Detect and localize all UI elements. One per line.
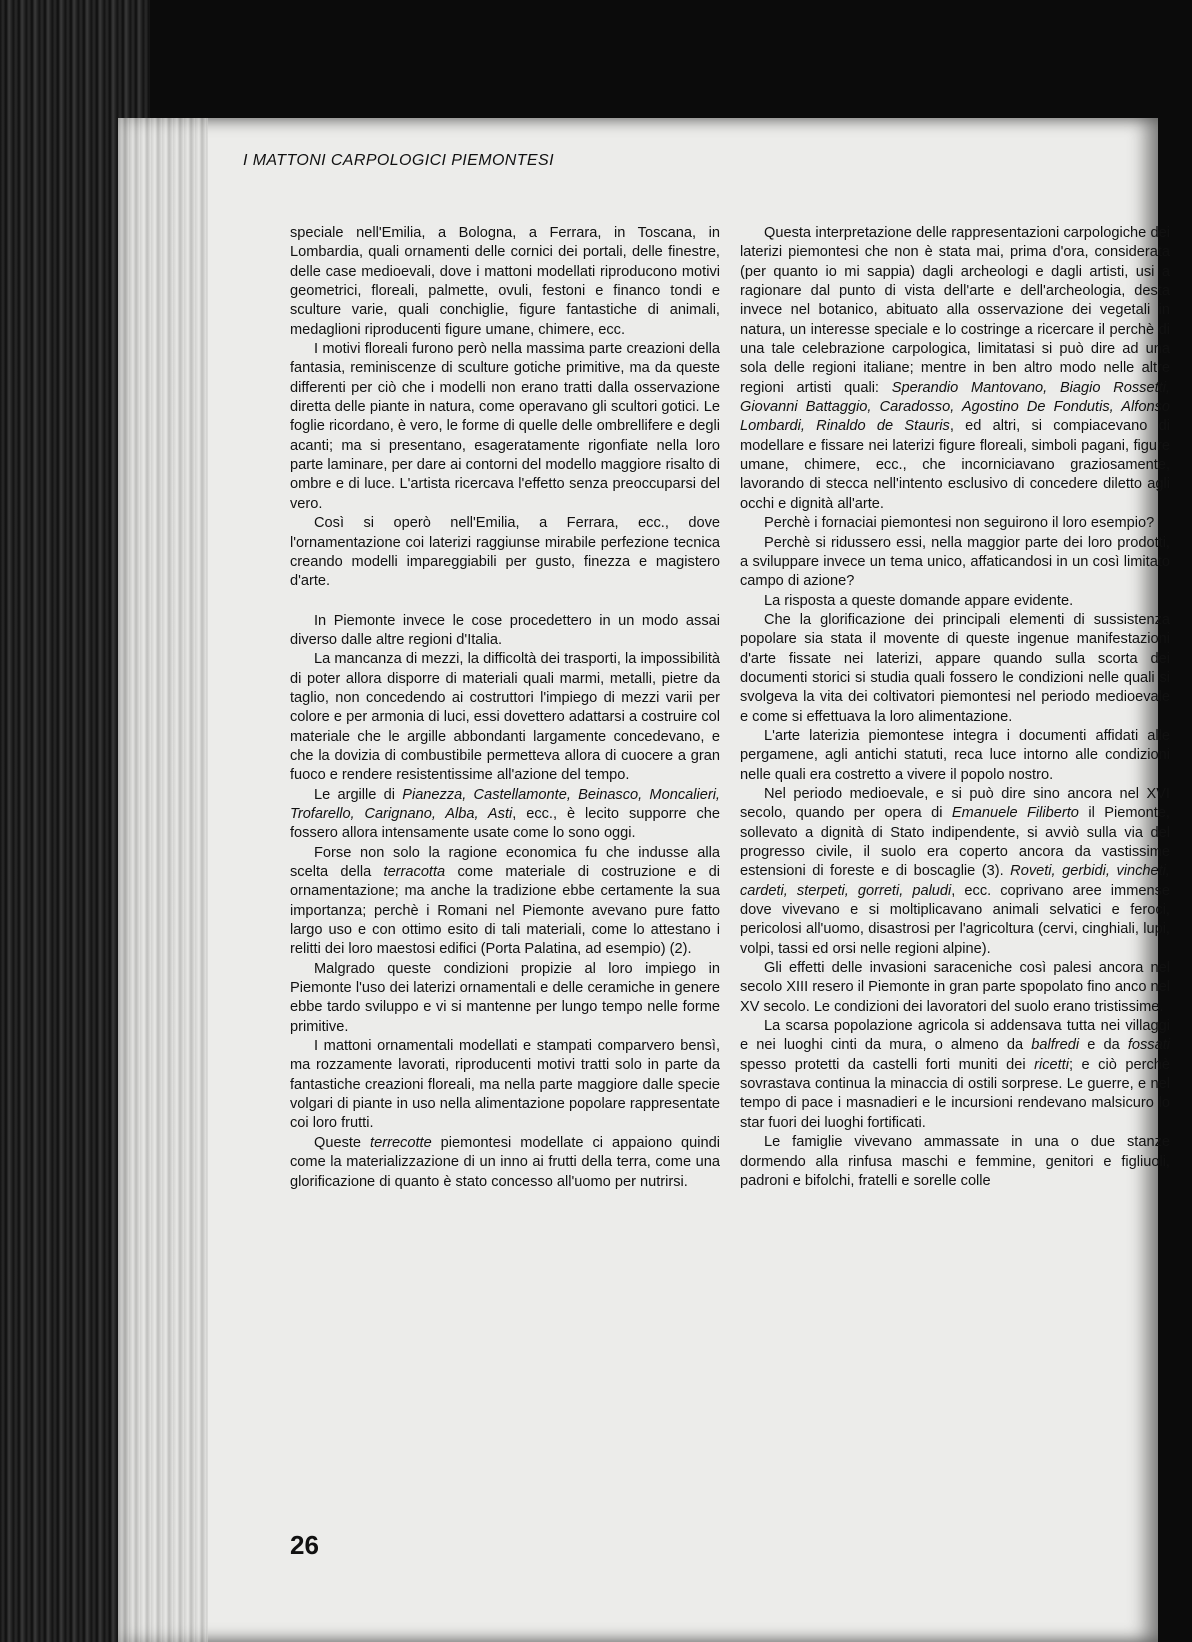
paragraph [740,785,1170,959]
text-run: La scarsa popolazione agricola si addensava tutta nei villaggi e nei luoghi cinti da mura, o almeno da [740,1018,1170,1054]
text-run: Le argille di [314,786,403,803]
italic-term: terracotta [383,864,446,880]
text-run: Queste [314,1134,371,1151]
text-run: Forse non solo la ragione economica fu che indusse alla scelta della [290,844,720,880]
paragraph [740,224,1170,514]
right-text-column [740,224,1170,1191]
paragraph: I motivi floreali furono però nella massima parte creazioni della fantasia, reminiscenze di sculture gotiche primitive, ma da queste differenti per ciò che i modelli non erano tratti dalla osservazione diretta delle piante in natura, come operavano gli scultori gotici. Le foglie ricordano, è vero, le forme di quelle delle ombrellifere e degli acanti; ma si presentano, esageratamente rigonfiate nella loro parte laminare, per dare ai contorni del modello maggiore risalto di ombre e di luce. L'artista ricercava l'effetto senza preoccuparsi del vero. [290,341,720,512]
text-run: e da [1079,1037,1128,1054]
paragraph: Così si operò nell'Emilia, a Ferrara, ecc., dove l'ornamentazione coi laterizi raggiunse mirabile perfezione tecnica creando modelli impareggiabili per gusto, finezza e magistero d'arte. [290,515,720,590]
italic-term: ricetti [1034,1056,1069,1073]
italic-terms: Roveti, gerbidi, vincheti, cardeti, sterpeti, gorreti, paludi [740,863,1170,899]
paragraph: La risposta a queste domande appare evidente. [764,592,1074,609]
text-run: come materiale di costruzione e di ornamentazione; ma anche la tradizione ebbe certamente la sua importanza; perchè i Romani nel Piemonte avevano pure fatto largo uso e con ottimo esito di tali materiali, come lo attestano i relitti dei loro maestosi edifici (Porta Palatina, ad esempio) (2). [290,864,720,958]
italic-artist-names: Sperandio Mantovano, Biagio Rossetti, Giovanni Battaggio, Caradosso, Agostino De Fondutis, Alfonso Lombardi, Rinaldo de Stauris [740,379,1170,435]
paragraph: In Piemonte invece le cose procedettero in un modo assai diverso dalle altre regioni d'Italia. [290,612,720,648]
text-run: spesso protetti da castelli forti muniti dei [740,1056,1035,1073]
text-run: , ecc. coprivano aree immense dove vivevano e si moltiplicavano animali selvatici e feroci, pericolosi all'uomo, disastrosi per l'agricoltura (cervi, cinghiali, lupi, volpi, tassi ed orsi nelle regioni alpine). [740,882,1170,957]
paragraph: Le famiglie vivevano ammassate in una o due stanze dormendo alla rinfusa maschi e femmine, genitori e figliuoli, padroni e bifolchi, fratelli e sorelle colle [740,1134,1170,1189]
paragraph [740,1017,1170,1133]
running-header: I MATTONI CARPOLOGICI PIEMONTESI [243,152,554,169]
page-edges-stack [118,118,208,1642]
paragraph: Perchè si ridussero essi, nella maggior parte dei loro prodotti, a sviluppare invece un tema unico, affaticandosi in un così limitato campo di azione? [740,534,1170,590]
text-run: il Piemonte, sollevato a dignità di Stato indipendente, si avviò sulla via del progresso civile, il suolo era coperto ancora da vastissime estensioni di foreste e di boscaglie (3). [740,805,1170,880]
italic-term: balfredi [1031,1037,1080,1054]
italic-term: terrecotte [370,1134,432,1151]
paragraph: Perchè i fornaciai piemontesi non seguirono il loro esempio? [764,515,1155,532]
page-number: 26 [290,1530,319,1560]
text-run: Nel periodo medioevale, e si può dire sino ancora nel XVI secolo, quando per opera di [740,785,1170,822]
paragraph: Che la glorificazione dei principali elementi di sussistenza popolare sia stata il movente di queste ingenue manifestazioni d'arte fissate nei laterizi, appare quando sulla scorta dei documenti storici si studia quali fossero le condizioni nelle quali si svolgeva la vita dei coltivatori piemontesi nel periodo medioevale e come si effettuava la loro alimentazione. [740,611,1170,725]
paragraph: speciale nell'Emilia, a Bologna, a Ferrara, in Toscana, in Lombardia, quali ornamenti delle cornici dei portali, delle finestre, delle case medioevali, dove i mattoni modellati riproducono motivi geometrici, floreali, palmette, ovuli, festoni e financo tondi e sculture varie, quali conchiglie, figure fantastiche di animali, medaglioni riproducenti figure umane, chimere, ecc. [290,225,720,338]
italic-term: fossati [1127,1037,1170,1054]
paragraph [290,1134,720,1192]
italic-place-names: Pianezza, Castellamonte, Beinasco, Moncalieri, Trofarello, Carignano, Alba, Asti [290,786,720,822]
left-text-column [290,224,720,1192]
paragraph: L'arte laterizia piemontese integra i documenti affidati alle pergamene, agli antichi statuti, reca luce intorno alle condizioni nelle quali era costretto a vivere il popolo nostro. [740,727,1170,783]
paragraph: Malgrado queste condizioni propizie al loro impiego in Piemonte l'uso dei laterizi ornamentali e delle ceramiche in genere ebbe tardo sviluppo e vi si mantenne per lungo tempo nelle forme primitive. [290,960,720,1035]
text-run: , ed altri, si compiacevano di modellare e fissare nei laterizi figure floreali, simboli pagani, figure umane, chimere, ecc., che incorniciavano graziosamente, lavorando di stecca nell'intento esclusivo di concedere diletto agli occhi e dignità all'arte. [740,418,1170,512]
text-run: ; e ciò perchè sovrastava continua la minaccia di ostili sorprese. Le guerre, e nel tempo di pace i masnadieri e le incursioni rendevano malsicuro lo star fuori dei luoghi fortificati. [740,1056,1170,1131]
text-run: , ecc., è lecito supporre che fossero allora intensamente usate come lo sono oggi. [290,805,720,842]
paragraph: La mancanza di mezzi, la difficoltà dei trasporti, la impossibilità di poter allora disporre di materiali quali marmi, metalli, pietre da taglio, non concedendo ai costruttori l'impiego di mezzi varii per colore e per armonia di luci, essi dovettero adattarsi a costruire col materiale che le argille abbondanti largamente concedevano, e che la dovizia di combustibile permetteva allora di cuocere a gran fuoco e rendere resistentissime all'azione del tempo. [290,651,720,784]
paragraph [290,786,720,844]
paragraph: I mattoni ornamentali modellati e stampati comparvero bensì, ma rozzamente lavorati, riproducenti motivi tratti solo in parte da fantastiche creazioni floreali, ma nella parte maggiore dalle specie volgari di piante in uso nella alimentazione popolare rappresentate coi loro frutti. [290,1038,720,1132]
italic-person-name: Emanuele Filiberto [951,805,1079,822]
paragraph: Gli effetti delle invasioni saraceniche così palesi ancora nel secolo XIII resero il Piemonte in gran parte spopolato fino anco nel XV secolo. Le condizioni dei lavoratori del suolo erano tristissime. [740,960,1170,1015]
text-run: piemontesi modellate ci appaiono quindi come la materializzazione di un inno ai frutti della terra, come una glorificazione di quanto è stato concesso all'uomo per nutrirsi. [290,1134,721,1190]
text-run: Questa interpretazione delle rappresentazioni carpologiche dei laterizi piemontesi che non è stata mai, prima d'ora, considerata (per quanto io mi sappia) dagli archeologi e dagli artisti, usi a ragionare dal punto di vista dell'arte e dell'archeologia, desta invece nel botanico, abituato alla osservazione dei vegetali in natura, un interesse speciale e lo costringe a ricercare il perchè di una tale celebrazione carpologica, limitatasi si può dire ad una sola delle regioni italiane; mentre in ben altro modo nelle altre regioni artisti quali: [740,225,1170,396]
paragraph [290,844,720,960]
